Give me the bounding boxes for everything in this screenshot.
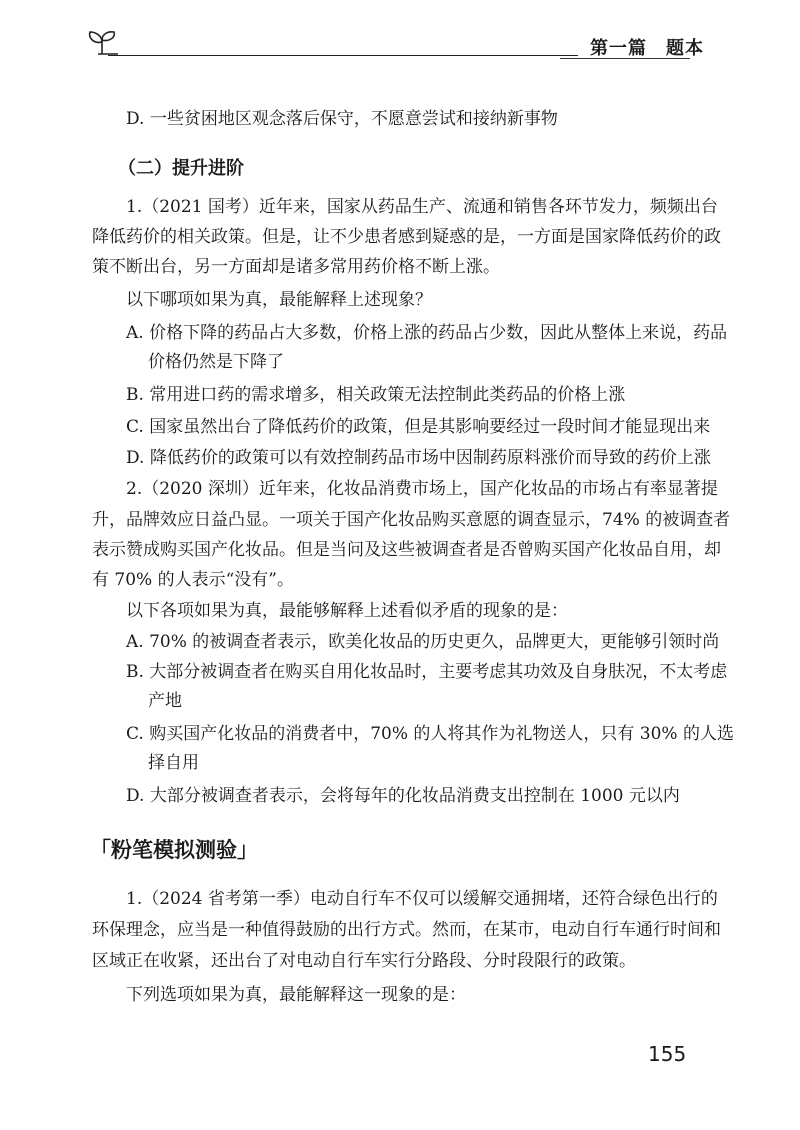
option-text: 产地 <box>148 691 182 711</box>
option-text: D. 大部分被调查者表示，会将每年的化妆品消费支出控制在 1000 元以内 <box>126 786 680 806</box>
question-text: 1.（2021 国考）近年来，国家从药品生产、流通和销售各环节发力，频频出台 <box>126 197 718 217</box>
page-number: 155 <box>648 1042 687 1066</box>
option-text: B. 常用进口药的需求增多，相关政策无法控制此类药品的价格上涨 <box>126 385 626 405</box>
question-text: 降低药价的相关政策。但是，让不少患者感到疑惑的是，一方面是国家降低药价的政 <box>92 227 721 247</box>
option-text: C. 国家虽然出台了降低药价的政策，但是其影响要经过一段时间才能显现出来 <box>126 417 711 437</box>
header-title: 第一篇 题本 <box>590 38 704 59</box>
question-text: 策不断出台，另一方面却是诸多常用药价格不断上涨。 <box>92 257 500 277</box>
page-header <box>0 0 800 80</box>
header-rule <box>108 55 578 56</box>
option-text: 价格仍然是下降了 <box>148 352 284 372</box>
sprout-icon <box>84 28 120 56</box>
option-text: A. 价格下降的药品占大多数，价格上涨的药品占少数，因此从整体上来说，药品 <box>126 323 728 343</box>
question-text: 有 70% 的人表示“没有”。 <box>92 570 294 590</box>
option-text: A. 70% 的被调查者表示，欧美化妆品的历史更久，品牌更大，更能够引领时尚 <box>126 632 720 652</box>
question-text: 表示赞成购买国产化妆品。但是当问及这些被调查者是否曾购买国产化妆品自用，却 <box>92 540 721 560</box>
question-text: 升，品牌效应日益凸显。一项关于国产化妆品购买意愿的调查显示，74% 的被调查者 <box>92 510 731 530</box>
section-heading: 「粉笔模拟测验」 <box>90 838 258 862</box>
sub-heading: （二）提升进阶 <box>118 158 244 179</box>
question-text: 1.（2024 省考第一季）电动自行车不仅可以缓解交通拥堵，还符合绿色出行的 <box>126 889 718 909</box>
option-text: 择自用 <box>148 753 199 773</box>
question-text: 区域正在收紧，还出台了对电动自行车实行分路段、分时段限行的政策。 <box>92 951 636 971</box>
option-text: B. 大部分被调查者在购买自用化妆品时，主要考虑其功效及自身肤况，不太考虑 <box>126 662 728 682</box>
question-prompt: 以下各项如果为真，最能够解释上述看似矛盾的现象的是： <box>126 601 568 621</box>
question-prompt: 下列选项如果为真，最能解释这一现象的是： <box>126 985 466 1005</box>
question-text: 2.（2020 深圳）近年来，化妆品消费市场上，国产化妆品的市场占有率显著提 <box>126 479 718 499</box>
question-prompt: 以下哪项如果为真，最能解释上述现象？ <box>126 290 432 310</box>
option-text: C. 购买国产化妆品的消费者中，70% 的人将其作为礼物送人，只有 30% 的人选 <box>126 724 734 744</box>
option-text: D. 一些贫困地区观念落后保守，不愿意尝试和接纳新事物 <box>126 109 558 129</box>
question-text: 环保理念，应当是一种值得鼓励的出行方式。然而，在某市，电动自行车通行时间和 <box>92 920 721 940</box>
option-text: D. 降低药价的政策可以有效控制药品市场中因制药原料涨价而导致的药价上涨 <box>126 448 711 468</box>
